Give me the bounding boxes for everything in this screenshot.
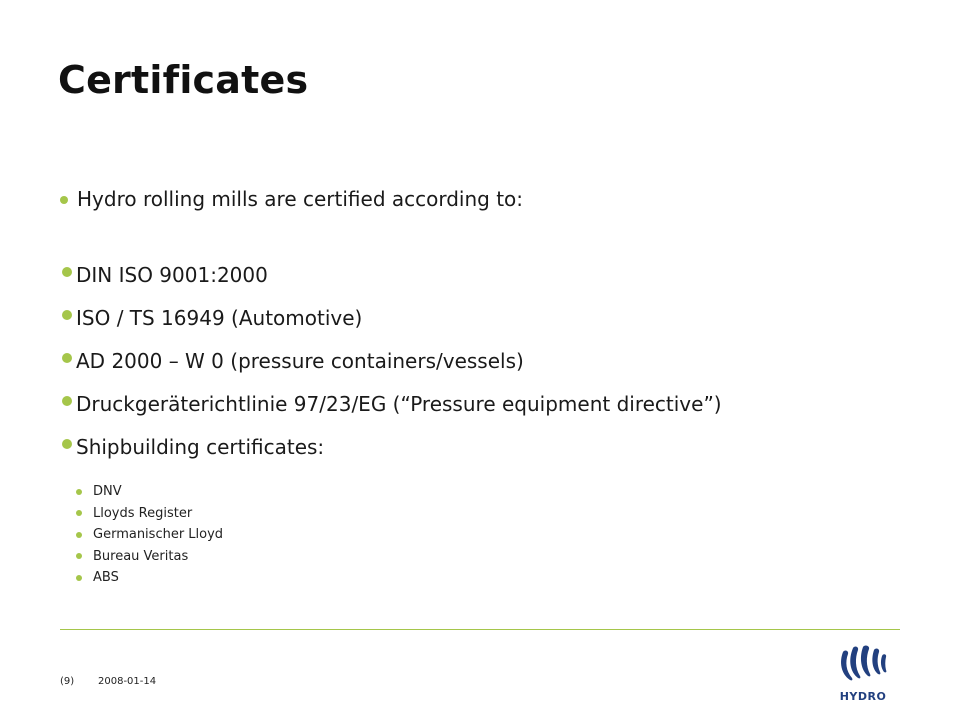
list-item	[76, 546, 223, 568]
bullet-dot-icon	[76, 553, 82, 559]
list-item-text: Bureau Veritas	[93, 548, 189, 564]
certificate-list	[62, 262, 722, 477]
bullet-dot-icon	[62, 396, 72, 406]
bullet-dot-icon	[62, 267, 72, 277]
list-item-text: ISO / TS 16949 (Automotive)	[76, 306, 363, 330]
footer-date: 2008-01-14	[98, 676, 157, 687]
list-item-text: Germanischer Lloyd	[93, 527, 224, 543]
logo-wordmark: HYDRO	[839, 690, 887, 703]
list-item	[62, 348, 722, 391]
list-item-text: DNV	[93, 484, 122, 500]
list-item	[76, 524, 223, 546]
footer-divider	[60, 629, 900, 630]
list-item-text: Shipbuilding certificates:	[76, 435, 325, 459]
list-item-text: ABS	[93, 570, 119, 586]
list-item	[62, 434, 722, 477]
bullet-dot-icon	[62, 310, 72, 320]
list-item-text: Lloyds Register	[93, 505, 193, 521]
page-number: (9)	[60, 676, 75, 687]
bullet-dot-icon	[76, 532, 82, 538]
intro-text: Hydro rolling mills are certified according to:	[77, 187, 524, 211]
bullet-dot-icon	[60, 196, 68, 204]
bullet-dot-icon	[76, 575, 82, 581]
list-item	[76, 481, 223, 503]
intro-line	[60, 187, 523, 211]
list-item	[76, 567, 223, 589]
bullet-dot-icon	[62, 353, 72, 363]
list-item	[62, 305, 722, 348]
shipbuilding-list	[76, 481, 223, 589]
bullet-dot-icon	[76, 510, 82, 516]
list-item-text: AD 2000 – W 0 (pressure containers/vessels)	[76, 349, 524, 373]
bullet-dot-icon	[76, 489, 82, 495]
list-item	[62, 391, 722, 434]
list-item	[76, 503, 223, 525]
list-item	[62, 262, 722, 305]
list-item-text: DIN ISO 9001:2000	[76, 263, 268, 287]
bullet-dot-icon	[62, 439, 72, 449]
slide-title: Certificates	[58, 58, 309, 102]
list-item-text: Druckgeräterichtlinie 97/23/EG (“Pressure equipment directive”)	[76, 392, 722, 416]
